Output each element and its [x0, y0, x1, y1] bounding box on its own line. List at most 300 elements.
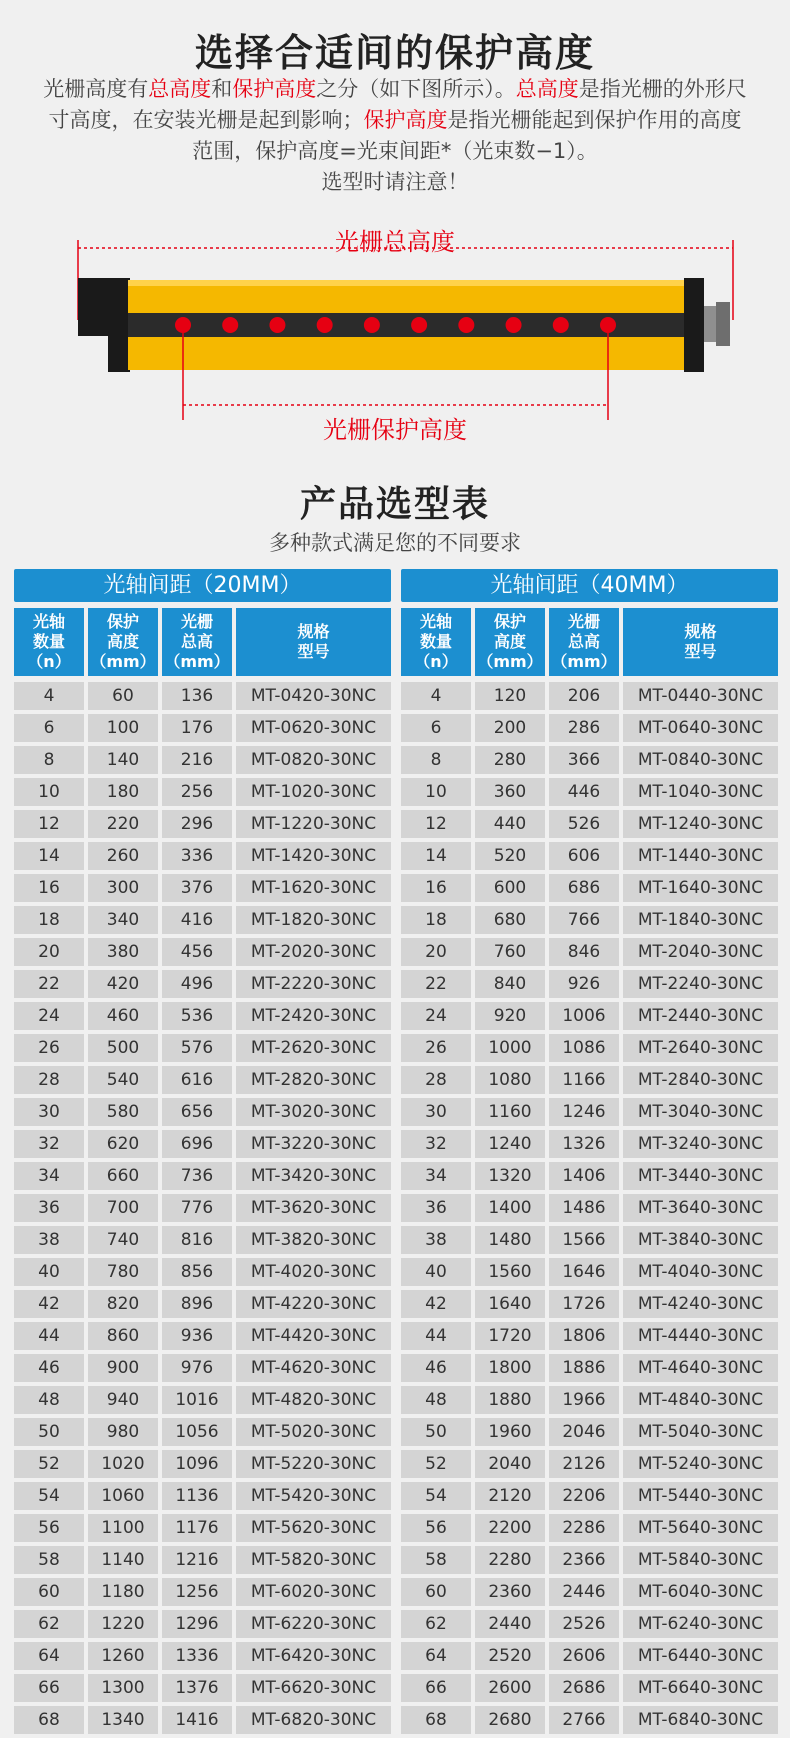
table-cell: MT-2240-30NC — [623, 970, 778, 998]
table-cell: 300 — [88, 874, 158, 902]
table-cell: 52 — [14, 1450, 84, 1478]
table-cell: 2680 — [475, 1706, 545, 1734]
table-cell: 30 — [14, 1098, 84, 1126]
table-cell: 8 — [14, 746, 84, 774]
table-cell: MT-1040-30NC — [623, 778, 778, 806]
table-row — [401, 1386, 778, 1414]
table-cell: 1140 — [88, 1546, 158, 1574]
table-cell: 50 — [14, 1418, 84, 1446]
intro-paragraph — [43, 77, 747, 163]
table-cell: MT-5040-30NC — [623, 1418, 778, 1446]
table-cell: MT-4420-30NC — [236, 1322, 391, 1350]
table-cell: 1160 — [475, 1098, 545, 1126]
table-row — [401, 970, 778, 998]
table-row — [401, 842, 778, 870]
table-cell: 20 — [14, 938, 84, 966]
table-band-title: 光轴间距（20MM） — [14, 569, 391, 602]
table-cell: MT-3240-30NC — [623, 1130, 778, 1158]
page-title: 选择合适间的保护高度 — [194, 31, 595, 75]
table-cell: MT-2040-30NC — [623, 938, 778, 966]
table-cell: 460 — [88, 1002, 158, 1030]
table-cell: 940 — [88, 1386, 158, 1414]
table-cell: 40 — [14, 1258, 84, 1286]
table-cell: 1096 — [162, 1450, 232, 1478]
table-cell: 2366 — [549, 1546, 619, 1574]
table-cell: 6 — [14, 714, 84, 742]
table-cell: MT-1820-30NC — [236, 906, 391, 934]
table-cell: 6 — [401, 714, 471, 742]
table-cell: 440 — [475, 810, 545, 838]
left-end-block — [108, 278, 130, 372]
column-header: 光轴 数量 （n） — [14, 608, 84, 676]
table-cell: 2766 — [549, 1706, 619, 1734]
table-cell: MT-5820-30NC — [236, 1546, 391, 1574]
table-cell: 4 — [14, 682, 84, 710]
table-cell: 980 — [88, 1418, 158, 1446]
table-cell: 1640 — [475, 1290, 545, 1318]
table-cell: 376 — [162, 874, 232, 902]
table-cell: 2126 — [549, 1450, 619, 1478]
table-row — [14, 746, 391, 774]
table-cell: MT-3420-30NC — [236, 1162, 391, 1190]
table-cell: 1806 — [549, 1322, 619, 1350]
table-cell: 336 — [162, 842, 232, 870]
table-row — [401, 1354, 778, 1382]
table-header — [14, 608, 391, 676]
table-cell: MT-4040-30NC — [623, 1258, 778, 1286]
intro-highlight: 总高度 — [148, 77, 212, 101]
table-cell: 12 — [401, 810, 471, 838]
table-row — [14, 1322, 391, 1350]
table-cell: 366 — [549, 746, 619, 774]
section-title: 产品选型表 — [299, 484, 490, 525]
table-cell: MT-2640-30NC — [623, 1034, 778, 1062]
table-row — [14, 1290, 391, 1318]
table-cell: 206 — [549, 682, 619, 710]
beam-dot — [506, 317, 522, 333]
table-cell: 696 — [162, 1130, 232, 1158]
table-row — [401, 1322, 778, 1350]
table-cell: MT-4440-30NC — [623, 1322, 778, 1350]
table-cell: 856 — [162, 1258, 232, 1286]
table-row — [14, 1706, 391, 1734]
table-cell: MT-2220-30NC — [236, 970, 391, 998]
table-cell: 700 — [88, 1194, 158, 1222]
table-cell: 1726 — [549, 1290, 619, 1318]
table-cell: 1486 — [549, 1194, 619, 1222]
table-cell: 18 — [14, 906, 84, 934]
table-row — [401, 778, 778, 806]
table-cell: 2360 — [475, 1578, 545, 1606]
table-cell: 776 — [162, 1194, 232, 1222]
table-row — [401, 1162, 778, 1190]
table-cell: 58 — [401, 1546, 471, 1574]
beam-dot — [553, 317, 569, 333]
table-cell: 1646 — [549, 1258, 619, 1286]
column-header: 光轴 数量 （n） — [401, 608, 471, 676]
right-end-block — [684, 278, 704, 372]
table-cell: 576 — [162, 1034, 232, 1062]
table-cell: 1400 — [475, 1194, 545, 1222]
table-row — [401, 1578, 778, 1606]
column-header: 光栅 总高 （mm） — [162, 608, 232, 676]
table-cell: 66 — [401, 1674, 471, 1702]
table-cell: 46 — [14, 1354, 84, 1382]
table-cell: 620 — [88, 1130, 158, 1158]
table-cell: 66 — [14, 1674, 84, 1702]
intro-note: 选型时请注意！ — [321, 170, 469, 194]
table-cell: 36 — [401, 1194, 471, 1222]
table-cell: 1220 — [88, 1610, 158, 1638]
table-cell: 1966 — [549, 1386, 619, 1414]
table-cell: 56 — [14, 1514, 84, 1542]
protect-height-label: 光栅保护高度 — [323, 416, 467, 444]
beam-dot — [458, 317, 474, 333]
table-cell: 260 — [88, 842, 158, 870]
table-cell: MT-3220-30NC — [236, 1130, 391, 1158]
table-cell: 606 — [549, 842, 619, 870]
table-cell: 500 — [88, 1034, 158, 1062]
table-cell: 1080 — [475, 1066, 545, 1094]
table-row — [401, 1258, 778, 1286]
table-cell: MT-6220-30NC — [236, 1610, 391, 1638]
intro-highlight: 总高度 — [515, 77, 579, 101]
light-curtain-diagram — [0, 210, 790, 444]
total-height-label: 光栅总高度 — [335, 228, 455, 256]
table-cell: 38 — [14, 1226, 84, 1254]
table-row — [14, 778, 391, 806]
table-row — [14, 1258, 391, 1286]
table-cell: MT-6420-30NC — [236, 1642, 391, 1670]
table-cell: MT-0620-30NC — [236, 714, 391, 742]
table-cell: 656 — [162, 1098, 232, 1126]
table-cell: MT-3640-30NC — [623, 1194, 778, 1222]
table-cell: 2606 — [549, 1642, 619, 1670]
table-cell: MT-5840-30NC — [623, 1546, 778, 1574]
table-cell: 44 — [401, 1322, 471, 1350]
table-cell: 14 — [401, 842, 471, 870]
table-row — [401, 1290, 778, 1318]
table-cell: 28 — [401, 1066, 471, 1094]
table-cell: MT-4840-30NC — [623, 1386, 778, 1414]
table-cell: 2286 — [549, 1514, 619, 1542]
table-cell: 64 — [14, 1642, 84, 1670]
table-cell: MT-3040-30NC — [623, 1098, 778, 1126]
table-row — [14, 1450, 391, 1478]
table-cell: 24 — [14, 1002, 84, 1030]
beam-dot — [269, 317, 285, 333]
table-row — [14, 1034, 391, 1062]
table-row — [14, 1354, 391, 1382]
table-body — [401, 682, 778, 1734]
table-cell: 1376 — [162, 1674, 232, 1702]
table-cell: 60 — [14, 1578, 84, 1606]
table-row — [14, 1418, 391, 1446]
table-cell: MT-1640-30NC — [623, 874, 778, 902]
table-row — [14, 810, 391, 838]
table-cell: 1720 — [475, 1322, 545, 1350]
table-cell: 900 — [88, 1354, 158, 1382]
table-row — [401, 1450, 778, 1478]
table-cell: MT-1220-30NC — [236, 810, 391, 838]
table-cell: 42 — [401, 1290, 471, 1318]
table-cell: 1180 — [88, 1578, 158, 1606]
table-cell: 456 — [162, 938, 232, 966]
spec-table-40mm — [401, 569, 778, 1738]
table-cell: 30 — [401, 1098, 471, 1126]
table-cell: 526 — [549, 810, 619, 838]
table-cell: 1480 — [475, 1226, 545, 1254]
table-row — [14, 1194, 391, 1222]
table-cell: 840 — [475, 970, 545, 998]
table-cell: 18 — [401, 906, 471, 934]
table-cell: MT-1620-30NC — [236, 874, 391, 902]
table-cell: MT-2440-30NC — [623, 1002, 778, 1030]
table-cell: 2120 — [475, 1482, 545, 1510]
table-cell: 766 — [549, 906, 619, 934]
intro-segment: 是指光栅能起到保护作用的高度范围，保护高度=光束间距*（光束数−1）。 — [192, 108, 742, 163]
table-row — [14, 842, 391, 870]
table-cell: MT-3440-30NC — [623, 1162, 778, 1190]
table-cell: 10 — [401, 778, 471, 806]
beam-dot — [364, 317, 380, 333]
table-cell: 54 — [401, 1482, 471, 1510]
table-row — [401, 1130, 778, 1158]
table-cell: 256 — [162, 778, 232, 806]
table-cell: MT-6020-30NC — [236, 1578, 391, 1606]
table-row — [14, 970, 391, 998]
table-cell: 32 — [14, 1130, 84, 1158]
table-cell: 1886 — [549, 1354, 619, 1382]
table-cell: MT-5620-30NC — [236, 1514, 391, 1542]
beam-dot — [317, 317, 333, 333]
table-row — [14, 1642, 391, 1670]
table-cell: 1016 — [162, 1386, 232, 1414]
table-cell: 68 — [401, 1706, 471, 1734]
table-cell: 20 — [401, 938, 471, 966]
table-cell: MT-1240-30NC — [623, 810, 778, 838]
table-cell: 1336 — [162, 1642, 232, 1670]
table-row — [401, 682, 778, 710]
table-row — [401, 1066, 778, 1094]
table-cell: 1296 — [162, 1610, 232, 1638]
table-cell: MT-5440-30NC — [623, 1482, 778, 1510]
table-row — [14, 1514, 391, 1542]
table-cell: 740 — [88, 1226, 158, 1254]
table-row — [14, 1610, 391, 1638]
table-cell: 140 — [88, 746, 158, 774]
table-cell: 536 — [162, 1002, 232, 1030]
table-cell: 520 — [475, 842, 545, 870]
table-cell: 540 — [88, 1066, 158, 1094]
table-row — [14, 1482, 391, 1510]
table-cell: 56 — [401, 1514, 471, 1542]
table-row — [401, 714, 778, 742]
table-row — [14, 1066, 391, 1094]
table-cell: 846 — [549, 938, 619, 966]
table-cell: 860 — [88, 1322, 158, 1350]
table-cell: MT-0840-30NC — [623, 746, 778, 774]
table-cell: MT-6640-30NC — [623, 1674, 778, 1702]
table-cell: 760 — [475, 938, 545, 966]
table-cell: 580 — [88, 1098, 158, 1126]
table-cell: 22 — [401, 970, 471, 998]
table-row — [14, 938, 391, 966]
table-cell: MT-1420-30NC — [236, 842, 391, 870]
table-cell: 42 — [14, 1290, 84, 1318]
table-body — [14, 682, 391, 1734]
table-cell: 2440 — [475, 1610, 545, 1638]
table-cell: 62 — [401, 1610, 471, 1638]
table-cell: 10 — [14, 778, 84, 806]
table-cell: MT-2620-30NC — [236, 1034, 391, 1062]
table-cell: MT-0420-30NC — [236, 682, 391, 710]
table-cell: MT-3840-30NC — [623, 1226, 778, 1254]
table-cell: 816 — [162, 1226, 232, 1254]
table-cell: 2040 — [475, 1450, 545, 1478]
table-cell: 1240 — [475, 1130, 545, 1158]
table-cell: MT-4620-30NC — [236, 1354, 391, 1382]
table-row — [14, 874, 391, 902]
table-cell: 2206 — [549, 1482, 619, 1510]
column-header: 保护 高度 （mm） — [475, 608, 545, 676]
table-row — [14, 1386, 391, 1414]
table-cell: MT-6840-30NC — [623, 1706, 778, 1734]
table-cell: 1176 — [162, 1514, 232, 1542]
table-cell: 60 — [88, 682, 158, 710]
table-cell: MT-1020-30NC — [236, 778, 391, 806]
table-row — [401, 1002, 778, 1030]
table-cell: 1880 — [475, 1386, 545, 1414]
table-cell: 12 — [14, 810, 84, 838]
table-cell: MT-6240-30NC — [623, 1610, 778, 1638]
table-cell: 38 — [401, 1226, 471, 1254]
table-cell: 62 — [14, 1610, 84, 1638]
table-row — [401, 938, 778, 966]
table-cell: 2046 — [549, 1418, 619, 1446]
column-header: 光栅 总高 （mm） — [549, 608, 619, 676]
table-cell: 926 — [549, 970, 619, 998]
table-row — [401, 1546, 778, 1574]
table-cell: 52 — [401, 1450, 471, 1478]
table-row — [14, 1578, 391, 1606]
table-cell: 180 — [88, 778, 158, 806]
table-cell: 8 — [401, 746, 471, 774]
table-cell: 1086 — [549, 1034, 619, 1062]
table-row — [14, 1226, 391, 1254]
table-cell: 1340 — [88, 1706, 158, 1734]
table-cell: 736 — [162, 1162, 232, 1190]
table-cell: MT-2840-30NC — [623, 1066, 778, 1094]
table-band-title: 光轴间距（40MM） — [401, 569, 778, 602]
table-cell: 896 — [162, 1290, 232, 1318]
table-cell: 420 — [88, 970, 158, 998]
table-row — [401, 1226, 778, 1254]
beam-dot — [222, 317, 238, 333]
table-cell: 1560 — [475, 1258, 545, 1286]
table-cell: 220 — [88, 810, 158, 838]
table-cell: MT-1840-30NC — [623, 906, 778, 934]
intro-segment: 之分（如下图所示）。 — [316, 77, 516, 101]
curtain-highlight — [128, 280, 686, 286]
light-curtain-illustration — [0, 210, 790, 440]
beam-dot — [411, 317, 427, 333]
column-header: 规格 型号 — [236, 608, 391, 676]
table-row — [401, 1194, 778, 1222]
table-cell: 58 — [14, 1546, 84, 1574]
table-cell: MT-6620-30NC — [236, 1674, 391, 1702]
table-cell: MT-4220-30NC — [236, 1290, 391, 1318]
table-cell: 1800 — [475, 1354, 545, 1382]
table-cell: 64 — [401, 1642, 471, 1670]
table-cell: MT-4820-30NC — [236, 1386, 391, 1414]
table-cell: 286 — [549, 714, 619, 742]
table-cell: 36 — [14, 1194, 84, 1222]
connector-nut — [716, 302, 730, 346]
table-cell: 416 — [162, 906, 232, 934]
table-cell: 1000 — [475, 1034, 545, 1062]
table-cell: MT-6820-30NC — [236, 1706, 391, 1734]
table-cell: 2526 — [549, 1610, 619, 1638]
table-cell: 1326 — [549, 1130, 619, 1158]
table-cell: 50 — [401, 1418, 471, 1446]
table-cell: 2520 — [475, 1642, 545, 1670]
table-cell: 1320 — [475, 1162, 545, 1190]
table-cell: 1060 — [88, 1482, 158, 1510]
table-cell: 1166 — [549, 1066, 619, 1094]
table-cell: MT-2020-30NC — [236, 938, 391, 966]
table-row — [401, 1610, 778, 1638]
table-row — [401, 810, 778, 838]
table-cell: 1100 — [88, 1514, 158, 1542]
table-row — [14, 906, 391, 934]
table-cell: 380 — [88, 938, 158, 966]
table-cell: 660 — [88, 1162, 158, 1190]
table-cell: MT-0440-30NC — [623, 682, 778, 710]
column-header: 规格 型号 — [623, 608, 778, 676]
intro-segment: 和 — [211, 77, 233, 101]
table-cell: 2446 — [549, 1578, 619, 1606]
table-cell: 28 — [14, 1066, 84, 1094]
table-cell: 296 — [162, 810, 232, 838]
table-cell: 1256 — [162, 1578, 232, 1606]
table-header — [401, 608, 778, 676]
table-cell: 1416 — [162, 1706, 232, 1734]
table-row — [14, 682, 391, 710]
table-cell: 820 — [88, 1290, 158, 1318]
section-subtitle: 多种款式满足您的不同要求 — [269, 531, 521, 555]
table-cell: 16 — [401, 874, 471, 902]
table-cell: 14 — [14, 842, 84, 870]
table-row — [401, 1642, 778, 1670]
table-row — [14, 1546, 391, 1574]
spec-table-20mm — [14, 569, 391, 1738]
table-cell: MT-3020-30NC — [236, 1098, 391, 1126]
intro-segment: 光栅高度有 — [43, 77, 149, 101]
table-cell: 26 — [14, 1034, 84, 1062]
table-cell: MT-3620-30NC — [236, 1194, 391, 1222]
table-cell: 686 — [549, 874, 619, 902]
table-cell: MT-0640-30NC — [623, 714, 778, 742]
table-row — [401, 1418, 778, 1446]
table-cell: 48 — [401, 1386, 471, 1414]
table-cell: 280 — [475, 746, 545, 774]
table-cell: 46 — [401, 1354, 471, 1382]
table-cell: 1020 — [88, 1450, 158, 1478]
table-cell: MT-6040-30NC — [623, 1578, 778, 1606]
table-cell: 22 — [14, 970, 84, 998]
table-cell: 446 — [549, 778, 619, 806]
